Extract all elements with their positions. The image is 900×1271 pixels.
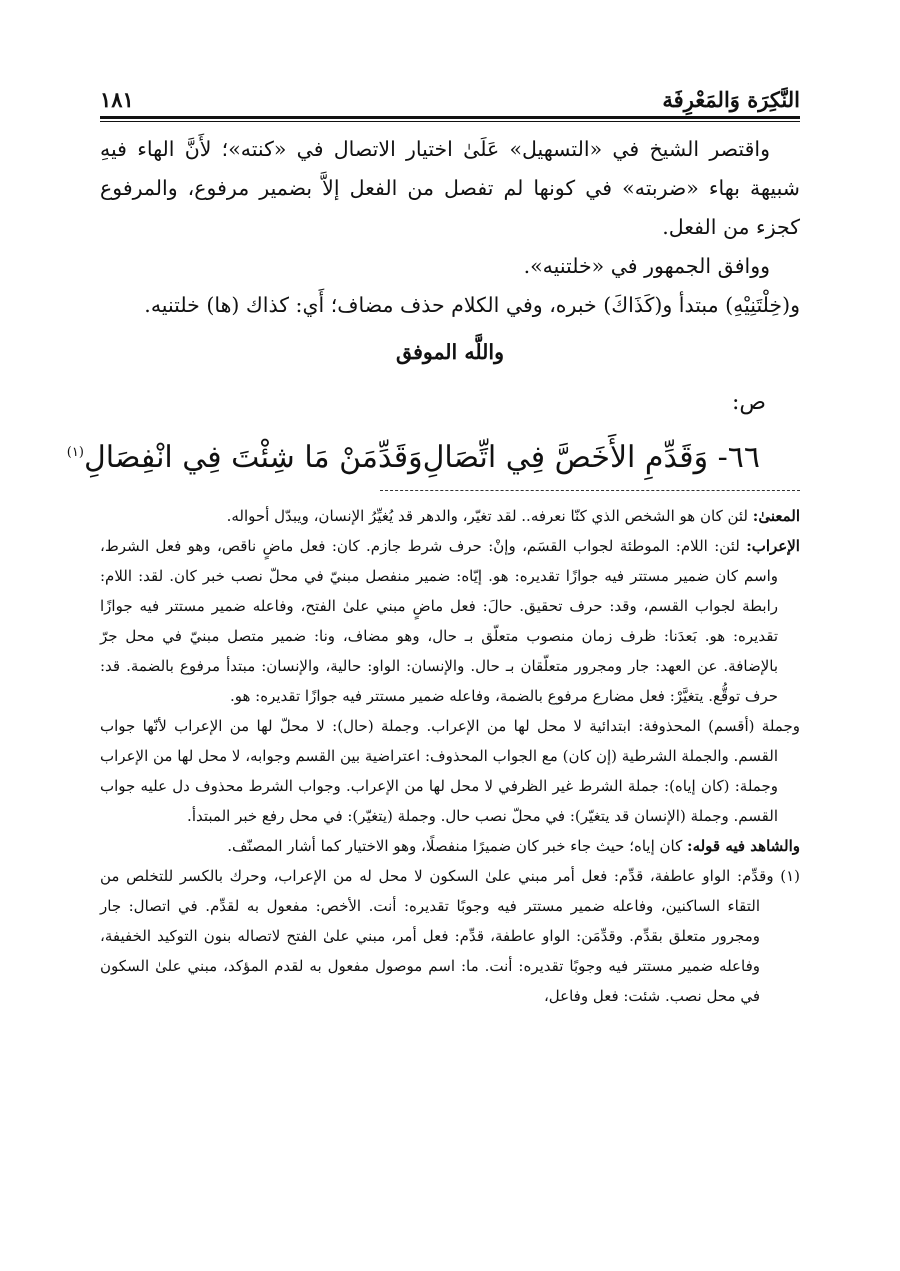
verse-second-hemistich — [67, 429, 423, 482]
irab-label: الإعراب: — [746, 537, 800, 555]
verse-part-two: وَقَدِّمَنْ مَا شِئْتَ فِي انْفِصَالِ — [83, 440, 423, 475]
verse-first-hemistich — [423, 434, 760, 482]
main-text — [66, 130, 800, 482]
paragraph-jumhur: ووافق الجمهور في «خلتنيه». — [523, 254, 770, 278]
footnote-ref: (١) — [66, 445, 84, 460]
footnote-text: وقدِّم: الواو عاطفة، قدِّم: فعل أمر مبني علىٰ السكون لا محل له من الإعراب، وحرك بالكسر للتخلص من التقاء الساكنين، وفاعله ضمير مستتر فيه وجوبًا تقديره: أنت. الأخص: مفعول به لقدِّم. في اتصال: جار ومجرور متعلق بقدِّم. وقدِّمَن: الواو عاطفة، قدِّم: فعل أمر، مبني علىٰ الفتح لاتصاله بنون التوكيد الخفيفة، وفاعله ضمير مستتر فيه وجوبًا تقديره: أنت. ما: اسم موصول مفعول به لقدم المؤكد، مبني علىٰ السكون في محل نصب. شئت: فعل وفاعل، — [100, 867, 774, 1005]
book-page — [66, 78, 800, 1011]
meaning-label: المعنىٰ: — [752, 507, 800, 525]
footnote-separator — [380, 490, 800, 491]
footnote-number: (١) — [780, 867, 800, 885]
running-header — [100, 78, 800, 112]
meaning-text: لئن كان هو الشخص الذي كنّا نعرفه.. لقد تغيّر، والدهر قد يُغيِّرُ الإنسان، ويبدّل أحواله. — [226, 507, 748, 525]
note-sentences: وجملة (أقسم) المحذوفة: ابتدائية لا محل لها من الإعراب. وجملة (حال): لا محلّ لها من الإعراب لأنّها جواب القسم. والجملة الشرطية (إن كان) مع الجواب المحذوف: اعتراضية بين القسم وجوابه، لا محل لها من الإعراب وجملة: (كان إياه): جملة الشرط غير الظرفي لا محل لها من الإعراب. وجواب الشرط محذوف دل عليه جواب القسم. وجملة (الإنسان قد يتغيّر): في محلّ نصب حال. وجملة (يتغيّر): في محل رفع خبر المبتدأ. — [100, 717, 800, 825]
footnotes — [100, 501, 800, 1011]
paragraph-tasheel: واقتصر الشيخ في «التسهيل» عَلَىٰ اختيار الاتصال في «كنته»؛ لأَنَّ الهاء فيهِ شبيهة بهاء «ضربته» في كونها لم تفصل من الفعل إلاَّ بضمير مرفوع، والمرفوع كجزء من الفعل. — [100, 137, 800, 239]
irab-text: لئن: اللام: الموطئة لجواب القسَم، وإنْ: حرف شرط جازم. كان: فعل ماضٍ ناقص، وهو فعل الشرط، واسم كان ضمير مستتر فيه جوازًا تقديره: هو. إيّاه: ضمير منفصل مبنيّ في محلّ نصب خبر كان. لقد: اللام: رابطة لجواب القسم، وقد: حرف تحقيق. حالَ: فعل ماضٍ مبني علىٰ الفتح، وفاعله ضمير مستتر فيه جوازًا تقديره: هو. بَعدَنا: ظرف زمان منصوب متعلّق بـ حال، وهو مضاف، ونا: ضمير متصل مبنيّ في محل جرّ بالإضافة. عن العهد: جار ومجرور متعلّقان بـ حال. والإنسان: الواو: حالية، والإنسان: مبتدأ مرفوع بالضمة. قد: حرف توقُّع. يتغيَّرْ: فعل مضارع مرفوع بالضمة، وفاعله ضمير مستتر فيه جوازًا تقديره: هو. — [100, 537, 778, 705]
note-meaning — [100, 501, 800, 531]
closing-phrase: واللَّه الموفق — [395, 340, 505, 364]
verse-number: ٦٦- — [717, 440, 760, 475]
footnote-one — [100, 861, 800, 1011]
note-irab — [100, 531, 800, 711]
verse-part-one: وَقَدِّمِ الأَخَصَّ فِي اتِّصَالِ — [422, 440, 709, 475]
shahid-label: والشاهد فيه قوله: — [687, 837, 800, 855]
chapter-title: النَّكِرَة وَالمَعْرِفَة — [662, 87, 800, 112]
note-shahid — [100, 831, 800, 861]
header-rule-thick — [100, 116, 800, 119]
verse-marker: ص: — [731, 390, 766, 415]
header-rule-thin — [100, 121, 800, 122]
shahid-text: كان إياه؛ حيث جاء خبر كان ضميرًا منفصلًا، وهو الاختيار كما أشار المصنّف. — [227, 837, 683, 855]
page-number: ١٨١ — [100, 87, 134, 112]
verse-line — [66, 429, 760, 482]
paragraph-irab-khiltaniyh: و(خِلْتَنِيْهِ) مبتدأ و(كَذَاكَ) خبره، وفي الكلام حذف مضاف؛ أَي: كذاك (ها) خلتنيه. — [144, 293, 800, 317]
